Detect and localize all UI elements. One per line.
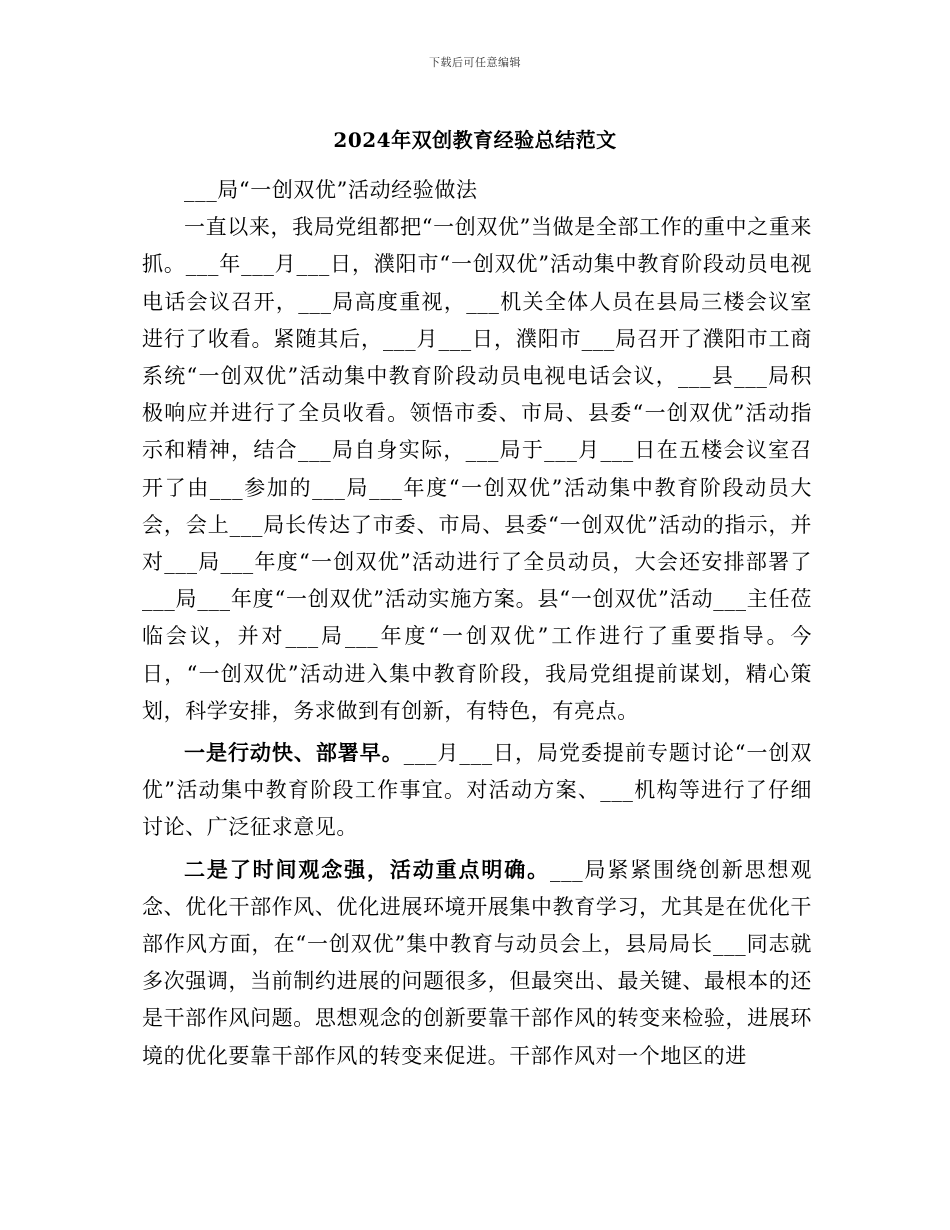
paragraph-point-one <box>142 734 812 847</box>
subtitle-line: ___局“一创双优”活动经验做法 <box>184 178 478 202</box>
paragraph-point-two <box>142 851 812 1075</box>
paragraph-text: 一直以来，我局党组都把“一创双优”当做是全部工作的重中之重来抓。___年___月___日，濮阳市“一创双优”活动集中教育阶段动员电视电话会议召开，___局高度重视，___机关全体人员在县局三楼会议室进行了收看。紧随其后，___月___日，濮阳市___局召开了濮阳市工商系统“一创双优”活动集中教育阶段动员电视电话会议，___县___局积极响应并进行了全员收看。领悟市委、市局、县委“一创双优”活动指示和精神，结合___局自身实际，___局于___月___日在五楼会议室召开了由___参加的___局___年度“一创双优”活动集中教育阶段动员大会，会上___局长传达了市委、市局、县委“一创双优”活动的指示，并对___局___年度“一创双优”活动进行了全员动员，大会还安排部署了___局___年度“一创双优”活动实施方案。县“一创双优”活动___主任莅临会议，并对___局___年度“一创双优”工作进行了重要指导。今日，“一创双优”活动进入集中教育阶段，我局党组提前谋划，精心策划，科学安排，务求做到有创新，有特色，有亮点。 <box>142 215 812 723</box>
paragraph-intro <box>142 209 812 730</box>
document-title: 2024年双创教育经验总结范文 <box>333 128 617 152</box>
paragraph-lead: 二是了时间观念强，活动重点明确。 <box>184 856 550 882</box>
header-note: 下载后可任意编辑 <box>429 56 521 69</box>
paragraph-text: ___月___日，局党委提前专题讨论“一创双优”活动集中教育阶段工作事宜。对活动方案、___机构等进行了仔细讨论、广泛征求意见。 <box>142 741 813 840</box>
document-body <box>142 172 812 1075</box>
paragraph-text: ___局紧紧围绕创新思想观念、优化干部作风、优化进展环境开展集中教育学习，尤其是在优化干部作风方面，在“一创双优”集中教育与动员会上，县局局长___同志就多次强调，当前制约进展的问题很多，但最突出、最关键、最根本的还是干部作风问题。思想观念的创新要靠干部作风的转变来检验，进展环境的优化要靠干部作风的转变来促进。干部作风对一个地区的进 <box>142 857 812 1068</box>
paragraph-lead: 一是行动快、部署早。 <box>184 740 404 766</box>
